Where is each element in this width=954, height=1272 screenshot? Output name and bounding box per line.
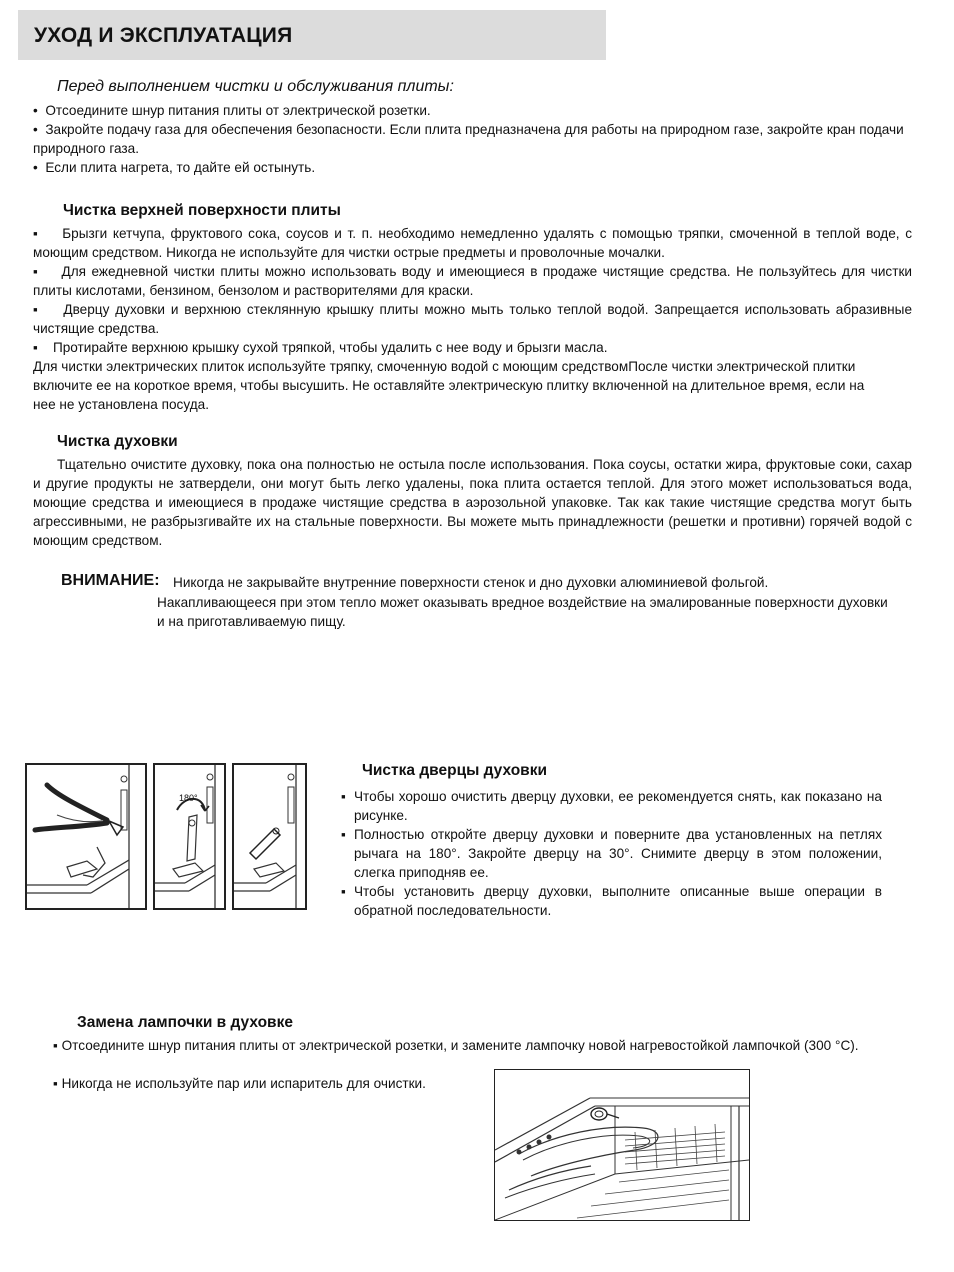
square-bullet-icon: ▪	[33, 264, 40, 279]
intro-item-1	[33, 101, 913, 120]
oven-lamp-figure	[494, 1069, 750, 1221]
door-item-1-text: Чтобы хорошо очистить дверцу духовки, ее рекомендуется снять, как показано на рисунке.	[354, 789, 882, 823]
lamp-title: Замена лампочки в духовке	[77, 1014, 293, 1031]
top-surface-item-4	[33, 338, 912, 357]
bullet-icon: •	[33, 122, 38, 137]
oven-text: Тщательно очистите духовку, пока она полностью не остыла после использования. Пока соусы, остатки жира, фруктовые соки, сахар и другие продукты не затвердели, они могут быть легко удалены, пока плита остается теплой. Для этого может использоваться вода, моющие средства и имеющиеся в продаже чистящие средства в аэрозольной упаковке. Так как такие чистящие средства могут быть агрессивными, не разбрызгивайте их на стальные поверхности. Вы можете мыть принадлежности (решетки и противни) горячей водой с моющим средством.	[33, 457, 912, 548]
top-surface-item-3-text: Дверцу духовки и верхнюю стеклянную крышку плиты можно мыть только теплой водой. Запрещается использовать абразивные чистящие средства.	[33, 302, 912, 336]
door-figure-2	[153, 763, 226, 910]
top-surface-note: Для чистки электрических плиток используйте тряпку, смоченную водой с моющим средствомПосле чистки электрической плитки включите ее на короткое время, чтобы высушить. Не оставляйте электрическую плитку включенной на длительное время, если на нее не установлена посуда.	[33, 359, 865, 412]
top-surface-item-3	[33, 300, 912, 338]
square-bullet-icon: ▪	[53, 1076, 58, 1091]
warning-label: ВНИМАНИЕ:	[61, 572, 160, 589]
intro-title: Перед выполнением чистки и обслуживания плиты:	[57, 78, 454, 95]
square-bullet-icon: ▪	[33, 340, 38, 355]
bullet-icon: •	[33, 160, 38, 175]
door-item-1	[341, 787, 882, 825]
top-surface-item-2	[33, 262, 912, 300]
door-figure-3	[232, 763, 307, 910]
square-bullet-icon: ▪	[341, 884, 346, 899]
top-surface-title: Чистка верхней поверхности плиты	[63, 202, 341, 219]
square-bullet-icon: ▪	[33, 226, 40, 241]
rotation-label: 180°	[179, 793, 198, 803]
lamp-item-1-text: Отсоедините шнур питания плиты от электрической розетки, и замените лампочку новой нагревостойкой лампочкой (300 °C).	[61, 1038, 859, 1053]
lamp-item-1	[53, 1036, 873, 1055]
square-bullet-icon: ▪	[341, 827, 346, 842]
door-item-2-text: Полностью откройте дверцу духовки и поверните два установленных на петлях рычага на 180°. Закройте дверцу на 30°. Снимите дверцу в этом положении, слегка приподняв ее.	[354, 827, 882, 880]
square-bullet-icon: ▪	[341, 789, 346, 804]
door-title: Чистка дверцы духовки	[362, 762, 547, 779]
intro-item-3	[33, 158, 913, 177]
bullet-icon: •	[33, 103, 38, 118]
intro-item-3-text: Если плита нагрета, то дайте ей остынуть.	[45, 160, 316, 175]
square-bullet-icon: ▪	[53, 1038, 58, 1053]
oven-title: Чистка духовки	[57, 433, 178, 450]
intro-item-2	[33, 120, 913, 158]
door-figure-1	[25, 763, 147, 910]
top-surface-item-2-text: Для ежедневной чистки плиты можно использовать воду и имеющиеся в продаже чистящие средства. Не пользуйтесь для чистки плиты кислотами, бензином, бензолом и растворителями для краски.	[33, 264, 912, 298]
door-list	[341, 787, 882, 920]
lamp-item-2-text: Никогда не используйте пар или испаритель для очистки.	[61, 1076, 426, 1091]
intro-item-1-text: Отсоедините шнур питания плиты от электрической розетки.	[45, 103, 431, 118]
page-title: УХОД И ЭКСПЛУАТАЦИЯ	[34, 24, 293, 47]
door-item-2	[341, 825, 882, 882]
square-bullet-icon: ▪	[33, 302, 40, 317]
lamp-item-2	[53, 1074, 483, 1093]
top-surface-item-1	[33, 224, 912, 262]
door-item-3	[341, 882, 882, 920]
intro-item-2-text: Закройте подачу газа для обеспечения безопасности. Если плита предназначена для работы на природном газе, закройте кран подачи природного газа.	[33, 122, 904, 156]
warning-line-1: Никогда не закрывайте внутренние поверхности стенок и дно духовки алюминиевой фольгой.	[173, 575, 769, 590]
warning-line-2: Накапливающееся при этом тепло может оказывать вредное воздействие на эмалированные поверхности духовки и на приготавливаемую пищу.	[157, 595, 888, 629]
top-surface-item-4-text: Протирайте верхнюю крышку сухой тряпкой, чтобы удалить с нее воду и брызги масла.	[52, 340, 608, 355]
top-surface-item-1-text: Брызги кетчупа, фруктового сока, соусов и т. п. необходимо немедленно удалять с помощью тряпки, смоченной в теплой воде, с моющим средством. Никогда не используйте для чистки острые предметы и проволочные мочалки.	[33, 226, 912, 260]
door-item-3-text: Чтобы установить дверцу духовки, выполните описанные выше операции в обратной последовательности.	[354, 884, 882, 918]
